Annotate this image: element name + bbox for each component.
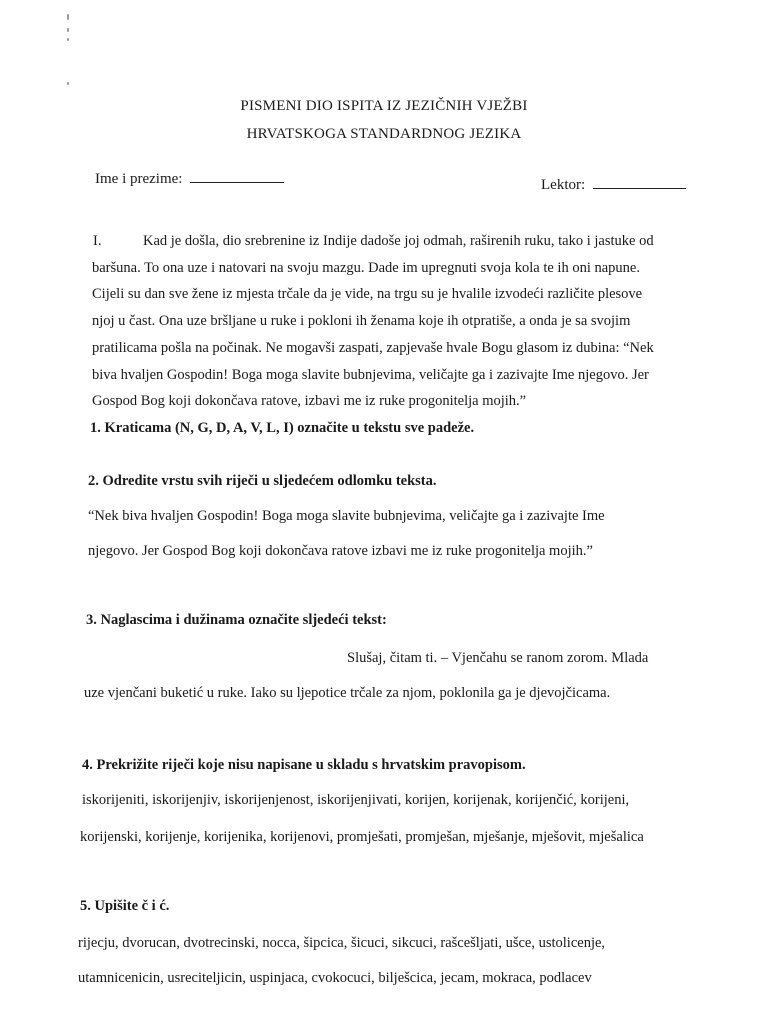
question-4-text: iskorijeniti, iskorijenjiv, iskorijenjenost, iskorijenjivati, korijen, korijenak, korijenčić, korijeni, xyxy=(82,792,630,808)
scan-speck xyxy=(67,14,69,20)
scan-speck xyxy=(67,28,69,32)
passage-line: njoj u čast. Ona uze bršljane u ruke i pokloni ih ženama koje ih otpratiše, a onda je sa svojim xyxy=(92,313,631,329)
question-2-heading: 2. Odredite vrstu svih riječi u sljedećem odlomku teksta. xyxy=(88,473,437,489)
exam-title-line2: HRVATSKOGA STANDARDNOG JEZIKA xyxy=(246,126,522,142)
question-5-text: utamnicenicin, usreciteljicin, uspinjaca, cvokocuci, bilješcica, jecam, mokraca, podlacev xyxy=(78,970,592,986)
exam-title-line1: PISMENI DIO ISPITA IZ JEZIČNIH VJEŽBI xyxy=(240,98,528,114)
passage-line: I. Kad je došla, dio srebrenine iz Indije dadoše joj odmah, raširenih ruku, tako i jastuke od xyxy=(93,233,654,249)
question-5-text: rijecju, dvorucan, dvotrecinski, nocca, šipcica, šicuci, sikcuci, rašcešljati, ušce, ustolicenje, xyxy=(78,935,606,951)
question-4-text: korijenski, korijenje, korijenika, korijenovi, promješati, promješan, mješanje, mješovit, mješalica xyxy=(80,829,644,845)
question-3-heading: 3. Naglascima i dužinama označite sljedeći tekst: xyxy=(86,612,387,628)
question-1-heading: 1. Kraticama (N, G, D, A, V, L, I) označite u tekstu sve padeže. xyxy=(90,420,475,436)
question-5-heading: 5. Upišite č i ć. xyxy=(80,898,170,914)
question-3-text: uze vjenčani buketić u ruke. Iako su ljepotice trčale za njom, poklonila ga je djevojčicama. xyxy=(84,685,611,701)
lektor-label: Lektor: xyxy=(541,177,586,193)
question-4-heading: 4. Prekrižite riječi koje nisu napisane u skladu s hrvatskim pravopisom. xyxy=(82,757,526,773)
section-numeral: I. xyxy=(93,233,102,249)
passage-line: baršuna. To ona uze i natovari na svoju mazgu. Dade im upregnuti svoja kola te ih oni napune. xyxy=(92,260,640,276)
passage-line: biva hvaljen Gospodin! Boga moga slavite bubnjevima, veličajte ga i zazivajte Ime njegovo. Jer xyxy=(92,367,649,383)
name-blank xyxy=(190,168,284,183)
lektor-blank xyxy=(593,174,686,189)
scan-speck xyxy=(67,38,69,41)
question-3-text: Slušaj, čitam ti. – Vjenčahu se ranom zorom. Mlada xyxy=(347,650,649,666)
name-field xyxy=(95,168,284,188)
passage-line: Gospod Bog koji dokončava ratove, izbavi me iz ruke progonitelja mojih.” xyxy=(92,393,527,409)
passage-line: pratilicama pošla na počinak. Ne mogavši zaspati, zapjevaše hvale Bogu glasom iz dubina: “Nek xyxy=(92,340,654,356)
scan-speck xyxy=(67,82,69,85)
question-2-text: njegovo. Jer Gospod Bog koji dokončava ratove izbavi me iz ruke progonitelja mojih.” xyxy=(88,543,593,559)
passage-line: Cijeli su dan sve žene iz mjesta trčale da je vide, na trgu su je hvalile izvodeći različite plesove xyxy=(92,286,643,302)
name-label: Ime i prezime: xyxy=(95,171,183,187)
question-2-text: “Nek biva hvaljen Gospodin! Boga moga slavite bubnjevima, veličajte ga i zazivajte Ime xyxy=(88,508,605,524)
lektor-field xyxy=(541,174,686,194)
